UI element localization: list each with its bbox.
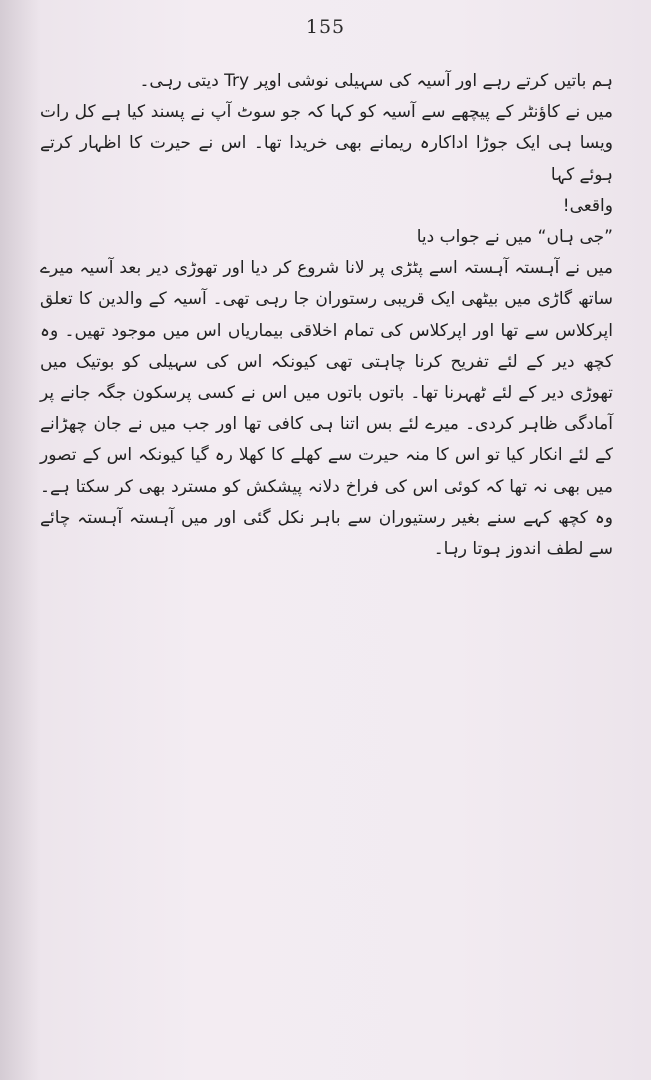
page-body xyxy=(40,66,613,565)
paragraph: میں نے آہستہ آہستہ اسے پٹڑی پر لانا شروع کر دیا اور تھوڑی دیر بعد آسیہ میرے ساتھ گاڑی میں بیٹھی ایک قریبی رستوران جا رہی تھی۔ آسیہ کے والدین کا تعلق اپرکلاس سے تھا اور اپرکلاس کی تمام اخلاقی بیماریاں اس میں موجود تھیں۔ وہ کچھ دیر کے لئے تفریح کرنا چاہتی تھی کیونکہ اس کی سہیلی کو بوتیک میں تھوڑی دیر کے لئے ٹھہرنا تھا۔ باتوں باتوں میں اس نے کسی پرسکون جگہ جانے پر آمادگی ظاہر کردی۔ میرے لئے بس اتنا ہی کافی تھا اور جب میں نے جان چھڑانے کے لئے انکار کیا تو اس کا منہ حیرت سے کھلے کا کھلا رہ گیا کیونکہ اس کے تصور میں بھی نہ تھا کہ کوئی اس کی فراخ دلانہ پیشکش کو مسترد بھی کر سکتا ہے۔ وہ کچھ کہے سنے بغیر رستیوران سے باہر نکل گئی اور میں آہستہ آہستہ چائے سے لطف اندوز ہوتا رہا۔ xyxy=(40,258,613,560)
paragraph: واقعی! xyxy=(562,195,613,216)
paragraph: ہم باتیں کرتے رہے اور آسیہ کی سہیلی نوشی اوپر Try دیتی رہی۔ xyxy=(139,71,613,91)
paragraph: میں نے کاؤنٹر کے پیچھے سے آسیہ کو کہا کہ جو سوٹ آپ نے پسند کیا ہے کل رات ویسا ہی ایک جوڑا اداکارہ ریمانے بھی خریدا تھا۔ اس نے حیرت کا اظہار کرتے ہوئے کہا xyxy=(40,102,613,185)
page-number: 155 xyxy=(305,16,346,38)
paragraph: ”جی ہاں“ میں نے جواب دیا xyxy=(416,227,613,248)
page-binding-shadow xyxy=(0,0,40,1080)
